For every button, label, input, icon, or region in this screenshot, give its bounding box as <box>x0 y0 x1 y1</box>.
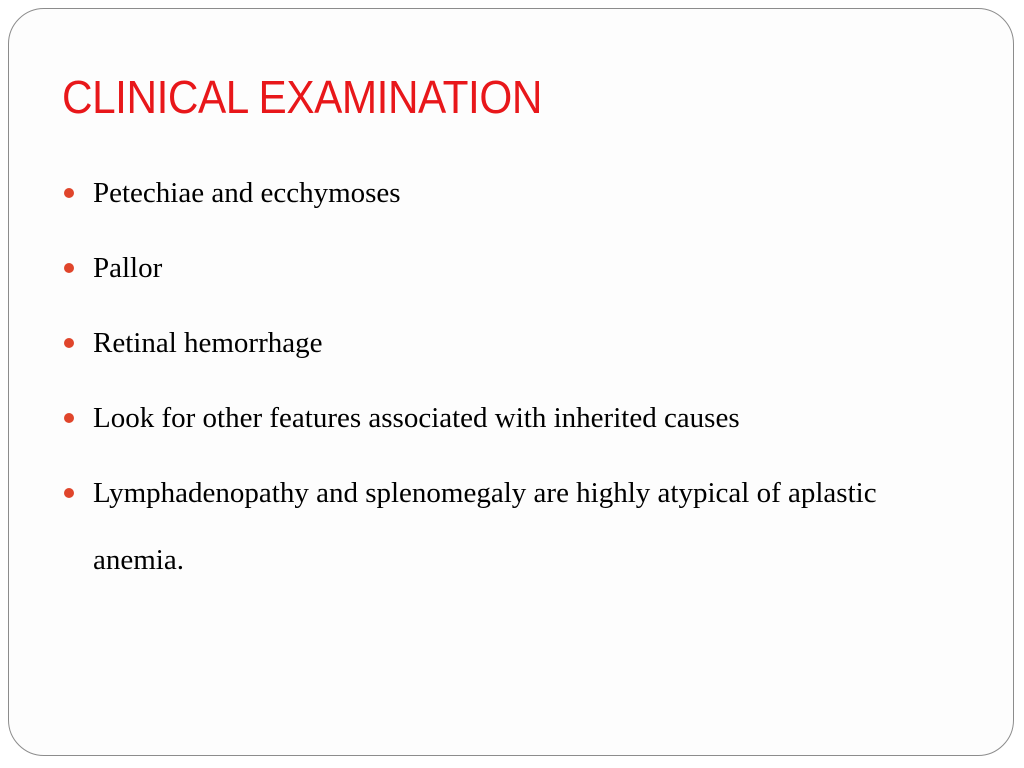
list-item-text: Retinal hemorrhage <box>93 327 323 359</box>
bullet-dot-icon <box>64 413 74 423</box>
bullet-list <box>62 172 922 627</box>
list-item <box>62 397 922 439</box>
slide-title: CLINICAL EXAMINATION <box>62 71 542 123</box>
list-item <box>62 460 922 594</box>
list-item <box>62 247 922 289</box>
list-item <box>62 172 922 214</box>
list-item-text: Pallor <box>93 252 163 284</box>
list-item-text: Look for other features associated with inherited causes <box>93 402 740 434</box>
list-item-text: Petechiae and ecchymoses <box>93 177 401 209</box>
bullet-dot-icon <box>64 488 74 498</box>
list-item-text: Lymphadenopathy and splenomegaly are highly atypical of aplastic anemia. <box>93 477 877 576</box>
bullet-dot-icon <box>64 263 74 273</box>
bullet-dot-icon <box>64 338 74 348</box>
list-item <box>62 322 922 364</box>
bullet-dot-icon <box>64 188 74 198</box>
